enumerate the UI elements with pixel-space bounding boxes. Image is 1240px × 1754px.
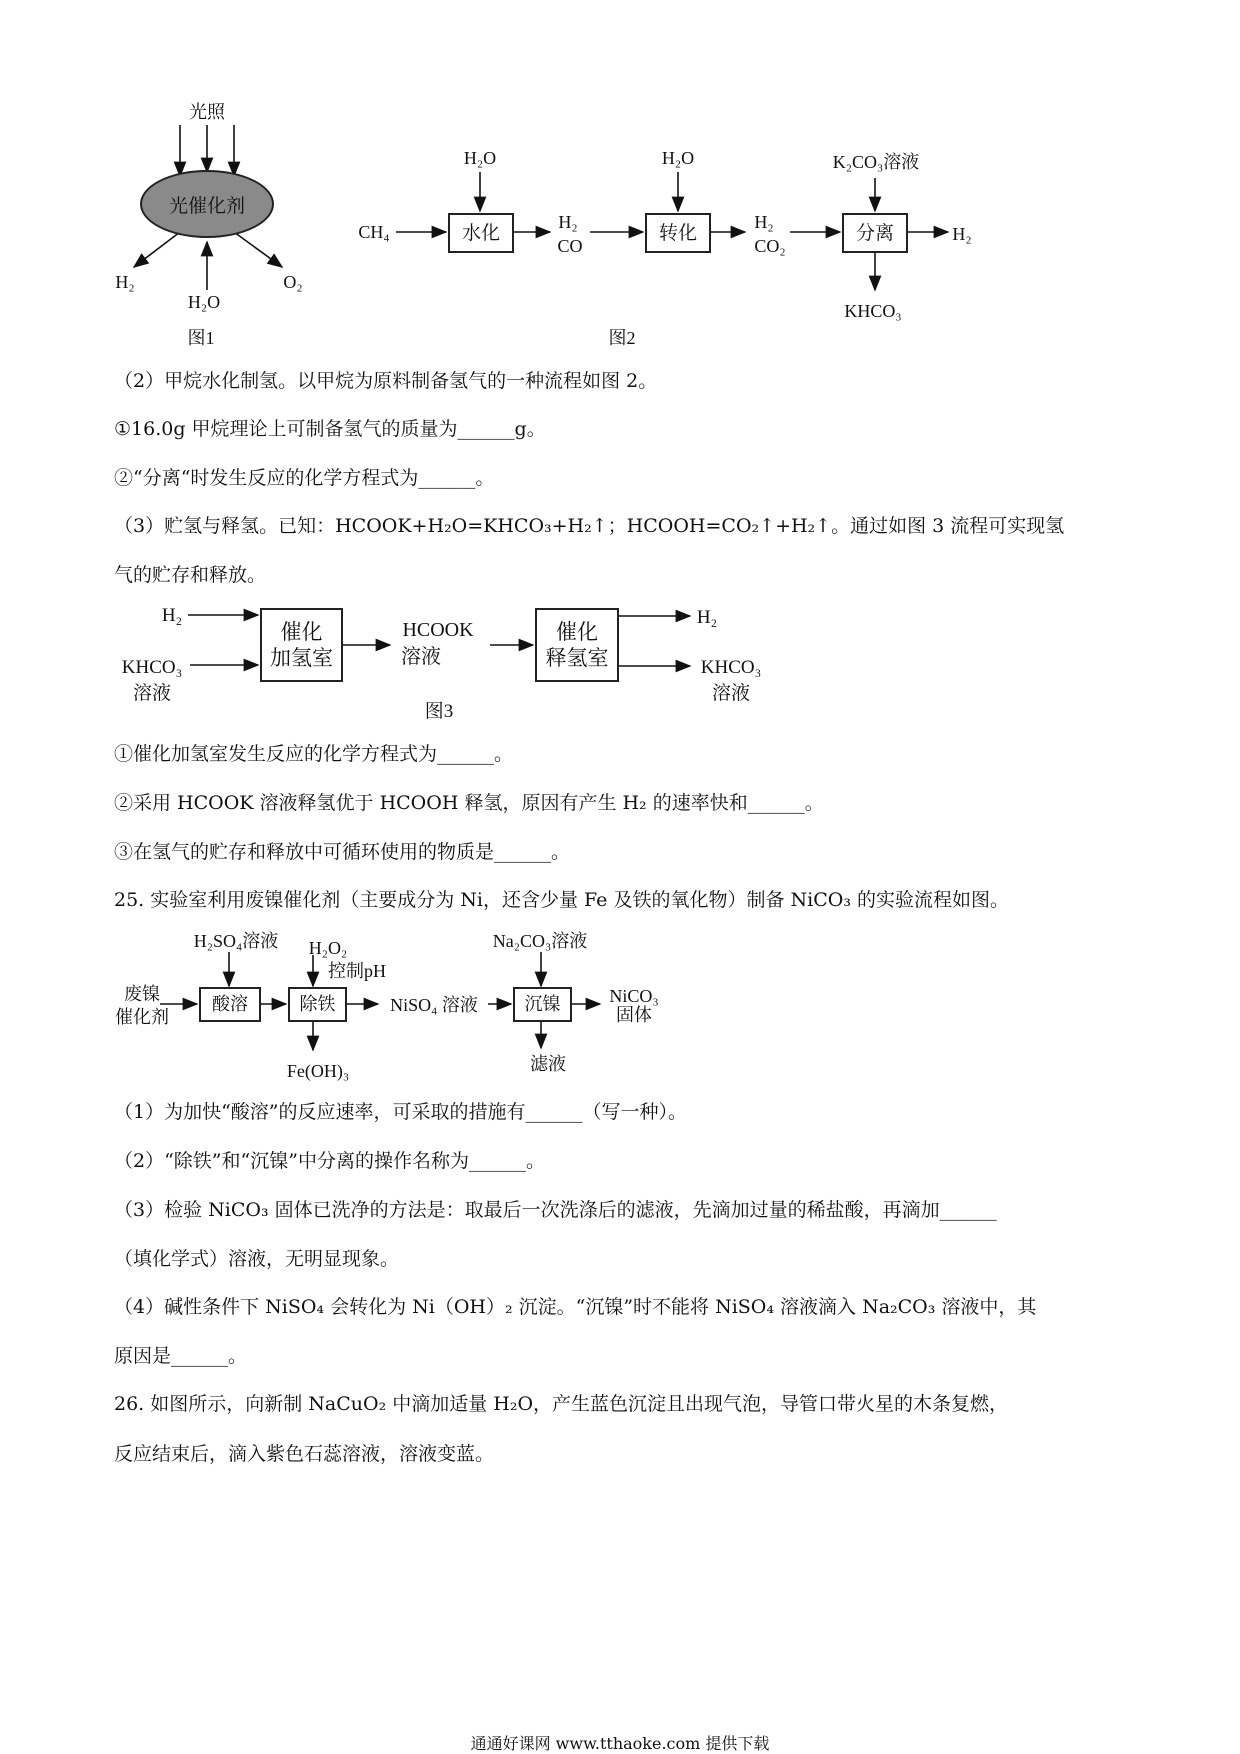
- fig3-in-khco3: KHCO₃: [121, 657, 183, 678]
- fig2-mid2-co2: CO₂: [754, 236, 786, 256]
- photocatalyst-ellipse: [140, 170, 274, 238]
- question-text: 反应结束后，滴入紫色石蕊溶液，溶液变蓝。: [114, 1443, 495, 1465]
- fig3-out-khco3: KHCO₃: [700, 657, 762, 678]
- fig2-ch4-label: CH₄: [358, 222, 390, 242]
- question-text: ②采用 HCOOK 溶液释氢优于 HCOOH 释氢，原因有产生 H₂ 的速率快和______。: [114, 792, 824, 814]
- hydrogenation-chamber-box: [260, 608, 343, 682]
- iron-removal-box: [288, 987, 347, 1022]
- conversion-label: 转化: [658, 222, 697, 244]
- question-text: （3）贮氢与释氢。已知：HCOOK+H₂O=KHCO₃+H₂↑；HCOOH=CO₂↑+H₂↑。通过如图 3 流程可实现氢: [114, 515, 1065, 537]
- box-label: 释氢室: [545, 646, 609, 670]
- fig4-filtrate: 滤液: [530, 1054, 566, 1074]
- fig2-out-h2: H₂: [952, 224, 972, 244]
- fig2-out-khco3: KHCO₃: [844, 301, 902, 321]
- question-text: （3）检验 NiCO₃ 固体已洗净的方法是：取最后一次洗涤后的滤液，先滴加过量的稀盐酸，再滴加______: [114, 1199, 997, 1221]
- footer-watermark: 通通好课网 www.tthaoke.com 提供下载: [470, 1734, 770, 1753]
- fig4-h2o2: H₂O₂: [308, 938, 348, 958]
- fig3-out-solution: 溶液: [711, 683, 751, 704]
- question-text: ②“分离“时发生反应的化学方程式为______。: [114, 467, 495, 489]
- box-label: 沉镍: [524, 993, 561, 1015]
- hydration-box: [448, 213, 514, 253]
- box-label: 加氢室: [270, 646, 333, 670]
- fig2-h2o-label-1: H₂O: [463, 148, 497, 168]
- fig1-h2o-label: H₂O: [187, 292, 221, 312]
- fig4-nico3: NiCO₃: [609, 986, 659, 1006]
- photocatalyst-label: 光催化剂: [168, 194, 245, 217]
- box-label: 催化: [556, 620, 598, 644]
- fig2-k2co3-label: K₂CO₃溶液: [832, 152, 920, 172]
- fig2-mid1-co: CO: [557, 236, 583, 256]
- separation-label: 分离: [855, 222, 894, 244]
- fig4-h2so4: H₂SO₄溶液: [193, 931, 279, 951]
- hydration-label: 水化: [461, 222, 500, 244]
- question-text: 25. 实验室利用废镍催化剂（主要成分为 Ni，还含少量 Fe 及铁的氧化物）制备 NiCO₃ 的实验流程如图。: [114, 889, 1009, 911]
- fig3-caption: 图3: [424, 701, 454, 722]
- fig4-niso4: NiSO₄ 溶液: [390, 995, 478, 1015]
- fig3-out-h2: H₂: [696, 607, 718, 628]
- question-text: （2）甲烷水化制氢。以甲烷为原料制备氢气的一种流程如图 2。: [114, 370, 658, 392]
- fig4-feoh3: Fe(OH)₃: [286, 1061, 350, 1081]
- fig3-in-h2: H₂: [161, 605, 183, 626]
- fig2-h2o-label-2: H₂O: [661, 148, 695, 168]
- fig4-start-a: 废镍: [124, 984, 160, 1004]
- fig1-o2-label: O₂: [283, 272, 303, 292]
- light-label: 光照: [189, 102, 225, 122]
- fig1-h2-label: H₂: [115, 272, 135, 292]
- fig4-start-b: 催化剂: [115, 1007, 169, 1027]
- question-text: ③在氢气的贮存和释放中可循环使用的物质是______。: [114, 841, 571, 863]
- question-text: （2）“除铁”和“沉镍”中分离的操作名称为______。: [114, 1150, 545, 1172]
- fig4-solid: 固体: [616, 1005, 652, 1025]
- fig3-hcook-solution: 溶液: [401, 646, 441, 668]
- question-text: （1）为加快“酸溶”的反应速率，可采取的措施有______（写一种）。: [114, 1101, 688, 1123]
- box-label: 酸溶: [212, 993, 248, 1015]
- fig3-in-solution: 溶液: [132, 683, 172, 704]
- acid-dissolve-box: [199, 987, 261, 1022]
- question-text: 原因是______。: [114, 1345, 248, 1367]
- fig1-caption: 图1: [187, 328, 215, 348]
- fig4-ph: 控制pH: [328, 961, 386, 981]
- box-label: 除铁: [299, 993, 336, 1015]
- fig3-hcook: HCOOK: [402, 619, 474, 641]
- fig2-mid1-h2: H₂: [558, 212, 578, 232]
- question-text: （4）碱性条件下 NiSO₄ 会转化为 Ni（OH）₂ 沉淀。“沉镍”时不能将 NiSO₄ 溶液滴入 Na₂CO₃ 溶液中，其: [114, 1296, 1037, 1318]
- fig4-na2co3: Na₂CO₃溶液: [492, 931, 588, 951]
- fig2-mid2-h2: H₂: [754, 212, 774, 232]
- question-text: 26. 如图所示，向新制 NaCuO₂ 中滴加适量 H₂O，产生蓝色沉淀且出现气泡，导管口带火星的木条复燃，: [114, 1393, 1009, 1415]
- question-text: ①16.0g 甲烷理论上可制备氢气的质量为______g。: [114, 418, 546, 440]
- conversion-box: [645, 213, 711, 253]
- question-text: （填化学式）溶液，无明显现象。: [114, 1248, 400, 1270]
- fig2-caption: 图2: [608, 328, 636, 348]
- nickel-precipitation-box: [513, 987, 572, 1022]
- box-label: 催化: [280, 620, 323, 644]
- hydrogen-release-chamber-box: [535, 608, 619, 682]
- question-text: 气的贮存和释放。: [114, 564, 267, 586]
- separation-box: [842, 213, 908, 253]
- question-text: ①催化加氢室发生反应的化学方程式为______。: [114, 743, 514, 765]
